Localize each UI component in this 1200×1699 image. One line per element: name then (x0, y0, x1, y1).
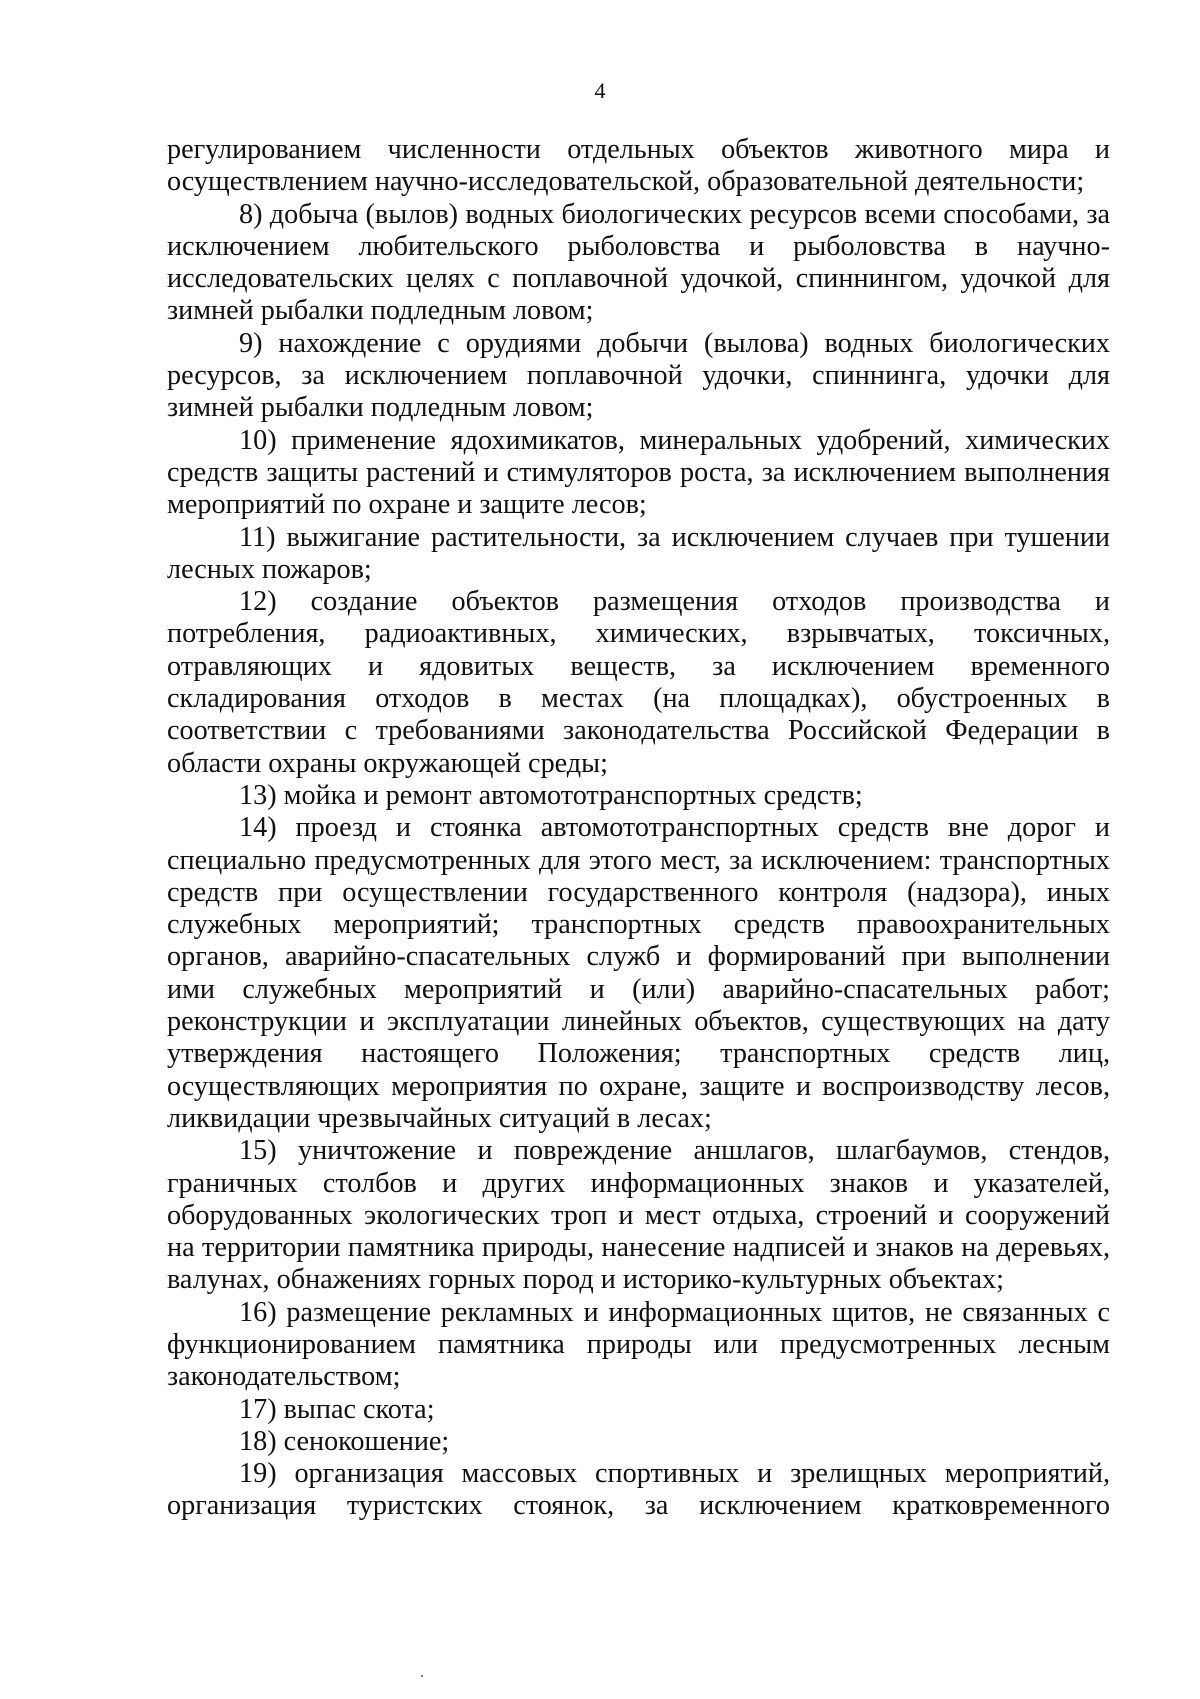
list-item-14: 14) проезд и стоянка автомототранспортных средств вне дорог и специально предусмотренных для этого мест, за исключением: транспортных средств при осуществлении государственного контроля (надзора), иных служебных мероприятий; транспортных средств правоохранительных органов, аварийно-спасательных служб и формирований при выполнении ими служебных мероприятий и (или) аварийно-спасательных работ; реконструкции и эксплуатации линейных объектов, существующих на дату утверждения настоящего Положения; транспортных средств лиц, осуществляющих мероприятия по охране, защите и воспроизводству лесов, ликвидации чрезвычайных ситуаций в лесах; (167, 812, 1110, 1134)
paragraph-continuation: регулированием численности отдельных объектов животного мира и осуществлением научно-исследовательской, образовательной деятельности; (167, 134, 1110, 198)
list-item-18: 18) сенокошение; (239, 1425, 450, 1457)
scan-speck (421, 1675, 423, 1677)
list-item-12: 12) создание объектов размещения отходов производства и потребления, радиоактивных, химических, взрывчатых, токсичных, отравляющих и ядовитых веществ, за исключением временного складирования отходов в местах (на площадках), обустроенных в соответствии с требованиями законодательства Российской Федерации в области охраны окружающей среды; (167, 586, 1110, 779)
list-item-16: 16) размещение рекламных и информационных щитов, не связанных с функционированием памятника природы или предусмотренных лесным законодательством; (167, 1296, 1110, 1393)
list-item-8: 8) добыча (вылов) водных биологических ресурсов всеми способами, за исключением любительского рыболовства и рыболовства в научно-исследовательских целях с поплавочной удочкой, спиннингом, удочкой для зимней рыбалки подледным ловом; (167, 198, 1110, 327)
list-item-13: 13) мойка и ремонт автомототранспортных средств; (239, 779, 863, 811)
page-number: 4 (594, 78, 606, 103)
list-item-9: 9) нахождение с орудиями добычи (вылова) водных биологических ресурсов, за исключением поплавочной удочки, спиннинга, удочки для зимней рыбалки подледным ловом; (167, 327, 1110, 424)
document-body (167, 134, 1110, 1523)
list-item-15: 15) уничтожение и повреждение аншлагов, шлагбаумов, стендов, граничных столбов и других информационных знаков и указателей, оборудованных экологических троп и мест отдыха, строений и сооружений на территории памятника природы, нанесение надписей и знаков на деревьях, валунах, обнажениях горных пород и историко-культурных объектах; (167, 1135, 1110, 1296)
list-item-19: 19) организация массовых спортивных и зрелищных мероприятий, организация туристских стоянок, за исключением кратковременного (167, 1458, 1110, 1522)
list-item-11: 11) выжигание растительности, за исключением случаев при тушении лесных пожаров; (167, 521, 1110, 585)
list-item-10: 10) применение ядохимикатов, минеральных удобрений, химических средств защиты растений и стимуляторов роста, за исключением выполнения мероприятий по охране и защите лесов; (167, 424, 1110, 521)
list-item-17: 17) выпас скота; (239, 1393, 435, 1425)
